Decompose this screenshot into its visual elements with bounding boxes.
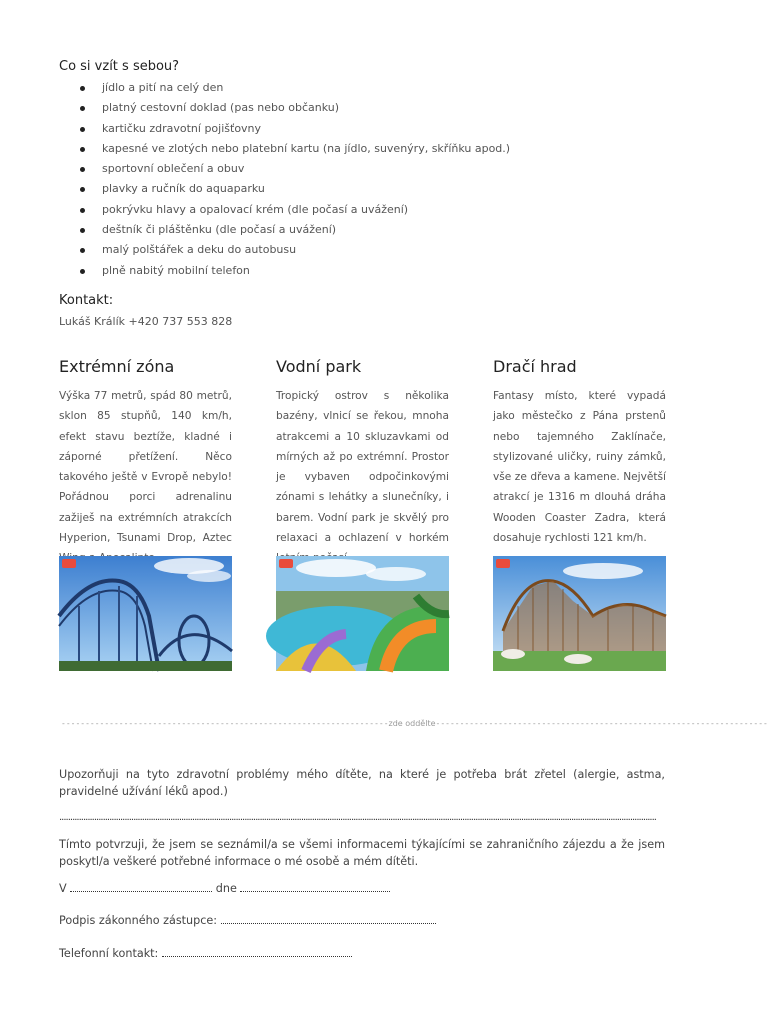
health-note: Upozorňuji na tyto zdravotní problémy mého dítěte, na které je potřeba brát zřetel (alergie, astma, pravidelné užívání léků apod.) (59, 768, 665, 798)
zone-extreme (59, 356, 232, 569)
list-item: kapesné ve zlotých nebo platební kartu (na jídlo, suvenýry, skříňku apod.) (59, 139, 510, 159)
list-item: jídlo a pití na celý den (59, 78, 510, 98)
list-item: pokrývku hlavy a opalovací krém (dle počasí a uvážení) (59, 200, 510, 220)
place-date-line (59, 882, 390, 895)
photo-water-park (276, 556, 449, 671)
place-field[interactable] (70, 882, 212, 892)
phone-field[interactable] (162, 947, 352, 957)
zone-text: Tropický ostrov s několika bazény, vlnicí se řekou, mnoha atrakcemi a 10 skluzavkami od mírných až po extrémní. Prostor je vybaven odpočinkovými zónami s lehátky a slunečníky, i barem. Vodní park je skvělý pro relaxaci a ochlazení v horkém (276, 390, 449, 545)
zone-title: Dračí hrad (493, 357, 577, 376)
signature-field[interactable] (221, 914, 436, 924)
phone-line (59, 947, 352, 960)
packing-list (59, 78, 510, 281)
packing-heading: Co si vzít s sebou? (59, 59, 180, 74)
zone-title: Vodní park (276, 357, 362, 376)
signature-line (59, 914, 436, 927)
confirmation-text: Tímto potvrzuji, že jsem se seznámil/a se všemi informacemi týkajícími se zahraničního zájezdu a že jsem poskytl/a veškeré potřebné informace o mé osobě a mém dítěti. (59, 838, 665, 868)
list-item: plně nabitý mobilní telefon (59, 261, 510, 281)
zone-water (276, 356, 449, 569)
list-item: deštník či pláštěnku (dle počasí a uvážení) (59, 220, 510, 240)
phone-label: Telefonní kontakt: (59, 947, 159, 960)
list-item: malý polštářek a deku do autobusu (59, 240, 510, 260)
contact-value: Lukáš Králík +420 737 553 828 (59, 315, 233, 328)
signature-label: Podpis zákonného zástupce: (59, 914, 218, 927)
list-item: plavky a ručník do aquaparku (59, 179, 510, 199)
list-item: sportovní oblečení a obuv (59, 159, 510, 179)
place-label: V (59, 882, 67, 895)
cut-separator: --------------------------------------------------------------------zde oddělte--------------------------------------------------------------------- (61, 719, 768, 728)
date-field[interactable] (240, 882, 390, 892)
contact-heading: Kontakt: (59, 293, 114, 308)
photo-wooden-coaster (493, 556, 666, 671)
zone-text: Fantasy místo, které vypadá jako městečko z Pána prstenů nebo tajemného Zaklínače, stylizované uličky, ruiny zámků, vše ze dřeva a kamene. Největší atrakcí je 1316 m dlouhá dráha Wooden Coaster Zadra, která dosahuje rychlosti 121 km/h. (493, 390, 666, 545)
zone-text: Výška 77 metrů, spád 80 metrů, sklon 85 stupňů, 140 km/h, efekt stavu beztíže, kladné i záporné přetížení. Něco takového ještě v Evropě nebylo! Pořádnou porci adrenalinu zažiješ na extrémních atrakcích Hyperion, Tsunami Drop, Aztec (59, 390, 232, 545)
list-item: platný cestovní doklad (pas nebo občanku) (59, 98, 510, 118)
health-note-field[interactable]: .................................................................................................................................................................................................................................................................................. (59, 812, 656, 823)
zone-title: Extrémní zóna (59, 357, 175, 376)
list-item: kartičku zdravotní pojišťovny (59, 119, 510, 139)
photo-roller-coaster (59, 556, 232, 671)
date-label: dne (215, 882, 237, 895)
zone-dragon (493, 356, 666, 548)
separator-label: zde oddělte (388, 719, 436, 728)
